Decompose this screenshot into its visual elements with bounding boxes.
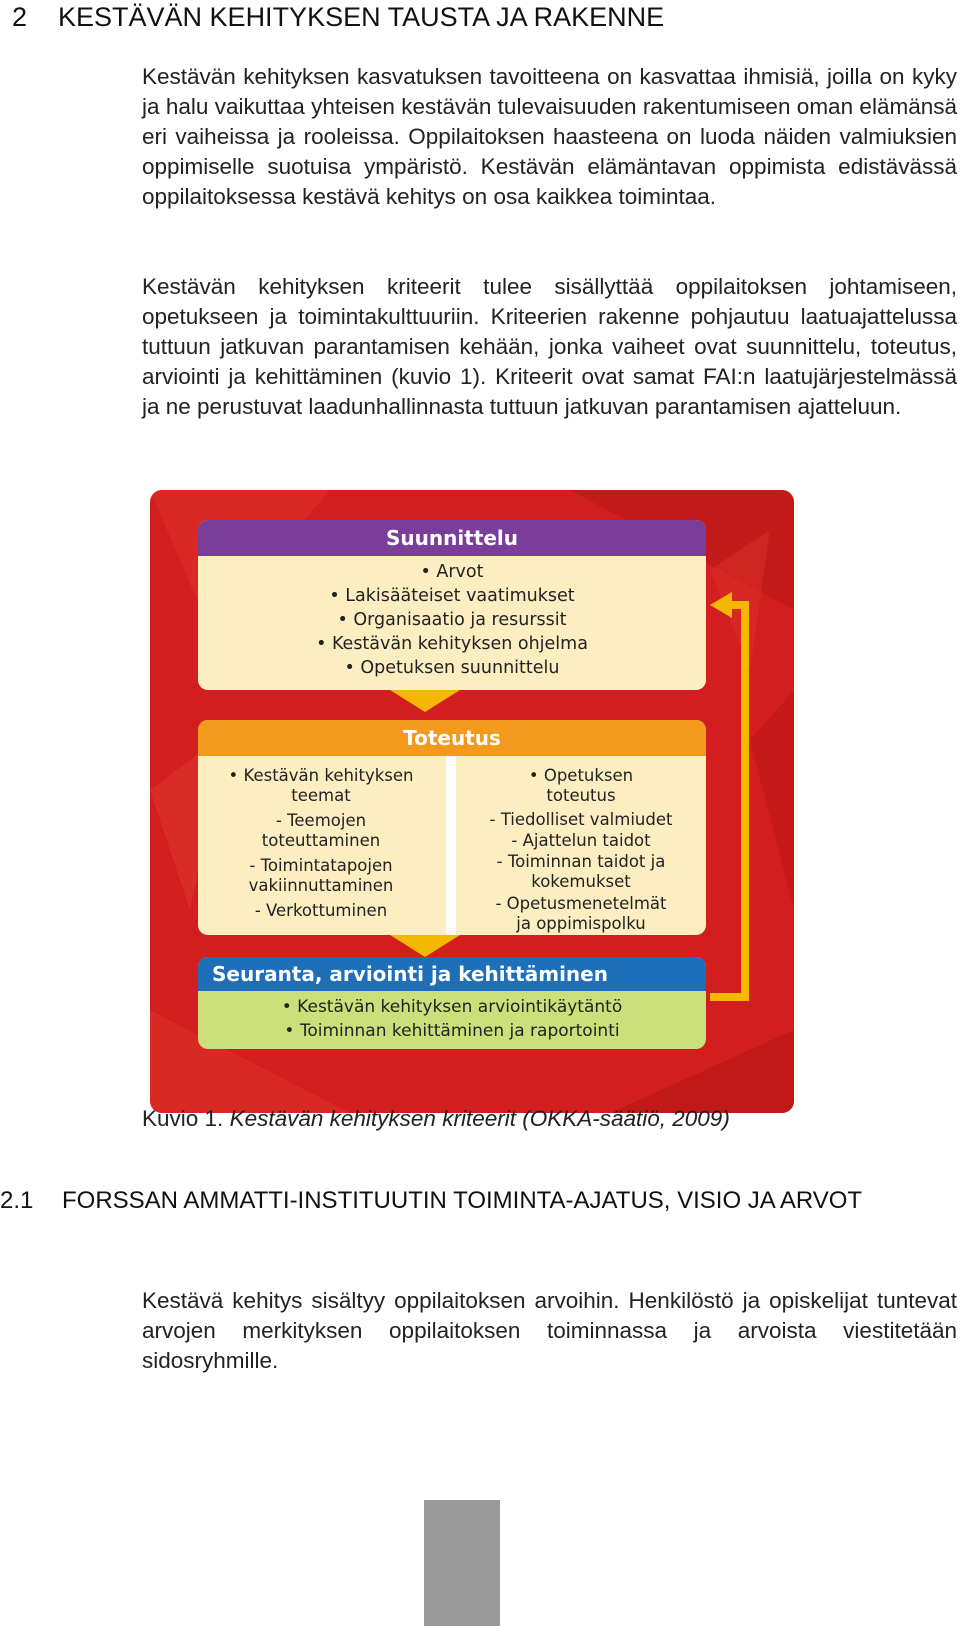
caption-text: Kestävän kehityksen kriteerit (OKKA-säätiö, 2009) (229, 1106, 730, 1131)
paragraph-criteria: Kestävän kehityksen kriteerit tulee sisällyttää oppilaitoksen johtamiseen, opetukseen ja toimintakulttuuriin. Kriteerien rakenne pohjautuu laatuajattelussa tuttuun jatkuvan parantamisen kehään, jonka vaiheet ovat suunnittelu, toteutus, arviointi ja kehittäminen (kuvio 1). Kriteerit ovat samat FAI:n laatujärjestelmässä ja ne perustuvat laadunhallinnasta tuttuun jatkuvan parantamisen ajatteluun. (142, 274, 957, 419)
section-number: 2 (12, 2, 28, 32)
planning-box (198, 520, 706, 690)
planning-item: • Arvot (420, 562, 484, 582)
implementation-box (198, 720, 706, 935)
planning-item: • Opetuksen suunnittelu (344, 658, 560, 678)
teaching-item: - Opetusmenetelmät (495, 894, 667, 913)
themes-item: - Toimintatapojen (249, 856, 393, 875)
criteria-figure (150, 490, 794, 1113)
arrow-down-icon (390, 935, 460, 957)
teaching-item: ja oppimispolku (516, 914, 646, 933)
evaluation-box (198, 957, 706, 1049)
arrow-down-icon (390, 690, 460, 712)
evaluation-item: • Kestävän kehityksen arviointikäytäntö (281, 997, 623, 1017)
subsection-title: FORSSAN AMMATTI-INSTITUUTIN TOIMINTA-AJATUS, VISIO JA ARVOT (62, 1187, 863, 1214)
themes-item: vakiinnuttaminen (248, 876, 394, 895)
subsection-heading (0, 1187, 862, 1215)
themes-item: toteuttaminen (261, 831, 381, 850)
teaching-label: toteutus (546, 786, 616, 805)
teaching-item: - Toiminnan taidot ja (496, 852, 666, 871)
teaching-item: - Tiedolliset valmiudet (489, 810, 673, 829)
subsection-number: 2.1 (0, 1187, 34, 1214)
themes-label: teemat (291, 786, 351, 805)
evaluation-list (198, 995, 706, 1043)
caption-label: Kuvio 1. (142, 1106, 224, 1131)
planning-item: • Lakisääteiset vaatimukset (329, 586, 575, 606)
figure-caption (142, 1106, 730, 1132)
implementation-themes-column (198, 756, 444, 935)
column-divider (446, 756, 456, 935)
themes-label: • Kestävän kehityksen (228, 766, 414, 785)
planning-title: Suunnittelu (198, 520, 706, 556)
section-title: KESTÄVÄN KEHITYKSEN TAUSTA JA RAKENNE (58, 2, 665, 32)
planning-item: • Organisaatio ja resurssit (337, 610, 567, 630)
implementation-teaching-column (458, 756, 704, 935)
teaching-label: • Opetuksen (528, 766, 634, 785)
paragraph-intro: Kestävän kehityksen kasvatuksen tavoitteena on kasvattaa ihmisiä, joilla on kyky ja halu vaikuttaa yhteisen kestävän tulevaisuuden rakentumiseen oman elämänsä eri vaiheissa ja rooleissa. Oppilaitoksen haasteena on luoda näiden valmiuksien oppimiselle suotuisa ympäristö. Kestävän elämäntavan oppimista edistävässä oppilaitoksessa kestävä kehitys on osa kaikkea toimintaa. (142, 64, 957, 209)
themes-item: - Teemojen (275, 811, 367, 830)
implementation-title: Toteutus (198, 720, 706, 756)
planning-list (198, 560, 706, 680)
planning-item: • Kestävän kehityksen ohjelma (316, 634, 588, 654)
evaluation-item: • Toiminnan kehittäminen ja raportointi (284, 1021, 620, 1041)
paragraph-values: Kestävä kehitys sisältyy oppilaitoksen arvoihin. Henkilöstö ja opiskelijat tuntevat arvojen merkityksen oppilaitoksen toiminnassa ja arvoista viestitetään sidosryhmille. (142, 1288, 957, 1373)
evaluation-title: Seuranta, arviointi ja kehittäminen (198, 957, 706, 991)
section-heading (12, 2, 664, 33)
teaching-item: - Ajattelun taidot (511, 831, 651, 850)
themes-item: - Verkottuminen (254, 901, 388, 920)
teaching-item: kokemukset (531, 872, 631, 891)
page-number-box (424, 1500, 500, 1626)
